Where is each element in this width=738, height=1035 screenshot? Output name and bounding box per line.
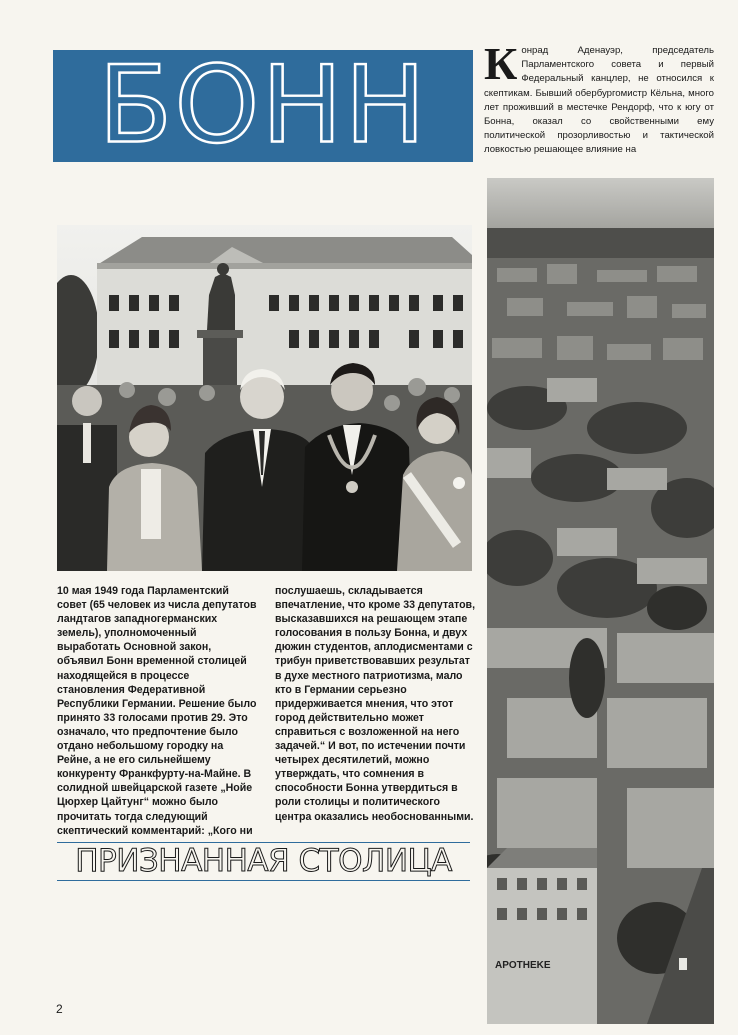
intro-paragraph <box>484 44 714 166</box>
body-column-left: 10 мая 1949 года Парламентский совет (65 человек из числа депутатов ландтагов западногерманских земель), уполномоченный выработать Основной закон, объявил Бонн временной столицей находящейся в процессе становления Федеративной Республики Германии. Решение было принято 33 голосами против 29. Это означало, что предпочтение было отдано небольшому городку на Рейне, а не его сильнейшему конкуренту Франкфурту-на-Майне. В солидной швейцарской газете „Нойе Цюрхер Цайтунг“ можно было прочитать тогда следующий скептический комментарий: „Кого ни <box>57 585 257 837</box>
city-aerial-photo <box>487 178 714 1024</box>
ceremony-photo-image <box>57 225 472 571</box>
city-aerial-photo-image <box>487 178 714 1024</box>
page-number: 2 <box>56 1002 63 1016</box>
apotheke-sign: APOTHEKE <box>495 960 551 971</box>
ceremony-photo <box>57 225 472 571</box>
page-title: БОНН <box>98 50 428 162</box>
section-heading: ПРИЗНАННАЯ СТОЛИЦА <box>75 843 452 879</box>
body-column-right: послушаешь, складывается впечатление, что кроме 33 депутатов, высказавшихся на решающем этапе голосования в пользу Бонна, и двух дюжин студентов, аплодисментами с трибун приветствовавших результат в духе местного патриотизма, мало кто в Германии серьезно придерживается мнения, что этот город действительно может справиться с возложенной на него задачей.“ И вот, по истечении почти четырех десятилетий, можно утверждать, что сомнения в способности Бонна утвердиться в роли столицы и политического центра оказались необоснованными. <box>275 585 475 823</box>
intro-text: онрад Аденауэр, председатель Парламентского совета и первый Федеральный канцлер, не относился к скептикам. Бывший обербургомистр Кёльна, много лет проживший в местечке Рендорф, что к югу от Бонна, оказал со свойственными ему политической прозорливостью и тактической ловкостью решающее влияние на <box>484 45 714 156</box>
heading-rule-bottom <box>57 880 470 881</box>
title-banner <box>53 50 473 162</box>
drop-cap: К <box>484 44 518 89</box>
